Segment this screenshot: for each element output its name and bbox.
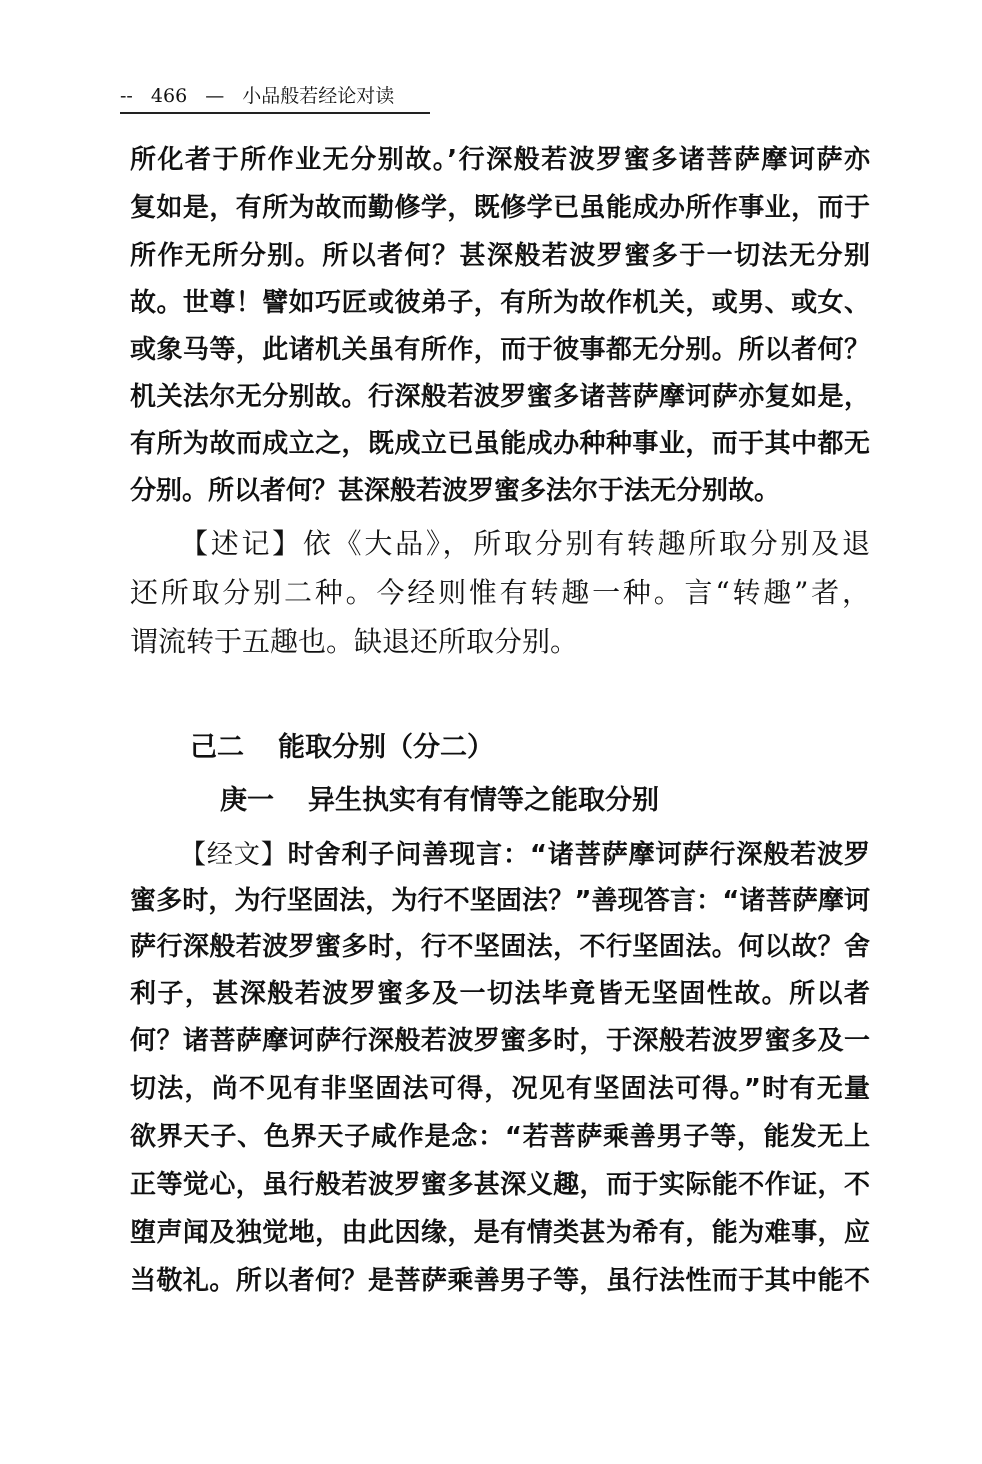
page-number: 466 [150,85,188,107]
section-title: 能取分别（分二） [278,732,494,763]
sutra-line: 何？诸菩萨摩诃萨行深般若波罗蜜多时，于深般若波罗蜜多及一 [130,1026,870,1056]
text-line: 分别。所以者何？甚深般若波罗蜜多法尔于法无分别故。 [130,476,781,506]
text-line: 所化者于所作业无分别故。’行深般若波罗蜜多诸菩萨摩诃萨亦 [130,145,870,175]
section-heading [190,730,494,766]
running-header [120,82,430,114]
sutra-line [180,838,870,872]
sutra-line: 蜜多时，为行坚固法，为行不坚固法？”善现答言：“诸菩萨摩诃 [130,886,870,916]
commentary-line: 谓流转于五趣也。缺退还所取分别。 [130,625,579,658]
text-line: 机关法尔无分别故。行深般若波罗蜜多诸菩萨摩诃萨亦复如是， [130,382,870,412]
subsection-number: 庚一 [220,785,274,816]
sutra-line: 切法，尚不见有非坚固法可得，况见有坚固法可得。”时有无量 [130,1074,870,1104]
subsection-title: 异生执实有有情等之能取分别 [308,785,659,816]
sutra-line: 正等觉心，虽行般若波罗蜜多甚深义趣，而于实际能不作证，不 [130,1170,870,1200]
sutra-line: 当敬礼。所以者何？是菩萨乘善男子等，虽行法性而于其中能不 [130,1266,870,1296]
text-line: 或象马等，此诸机关虽有所作，而于彼事都无分别。所以者何？ [130,335,870,365]
text-line: 有所为故而成立之，既成立已虽能成办种种事业，而于其中都无 [130,429,870,459]
sutra-line: 堕声闻及独觉地，由此因缘，是有情类甚为希有，能为难事，应 [130,1218,870,1248]
text-line: 所作无所分别。所以者何？甚深般若波罗蜜多于一切法无分别 [130,241,870,271]
sutra-first-text: 时舍利子问善现言：“诸菩萨摩诃萨行深般若波罗 [287,840,870,870]
book-title: 小品般若经论对读 [242,85,395,107]
header-dash: -- [120,85,133,107]
sutra-line: 欲界天子、色界天子咸作是念：“若菩萨乘善男子等，能发无上 [130,1122,870,1152]
header-dash: — [205,85,225,107]
sutra-line: 萨行深般若波罗蜜多时，行不坚固法，不行坚固法。何以故？舍 [130,932,870,962]
section-number: 己二 [190,732,244,763]
sutra-tag: 【经文】 [180,840,288,870]
commentary-line: 还所取分别二种。今经则惟有转趣一种。言“转趣”者， [130,576,870,609]
text-line: 故。世尊！譬如巧匠或彼弟子，有所为故作机关，或男、或女、 [130,288,870,318]
text-line: 复如是，有所为故而勤修学，既修学已虽能成办所作事业，而于 [130,193,870,223]
subsection-heading [220,783,659,819]
sutra-line: 利子，甚深般若波罗蜜多及一切法毕竟皆无坚固性故。所以者 [130,979,870,1009]
commentary-line: 【述记】依《大品》，所取分别有转趣所取分别及退 [180,527,870,560]
